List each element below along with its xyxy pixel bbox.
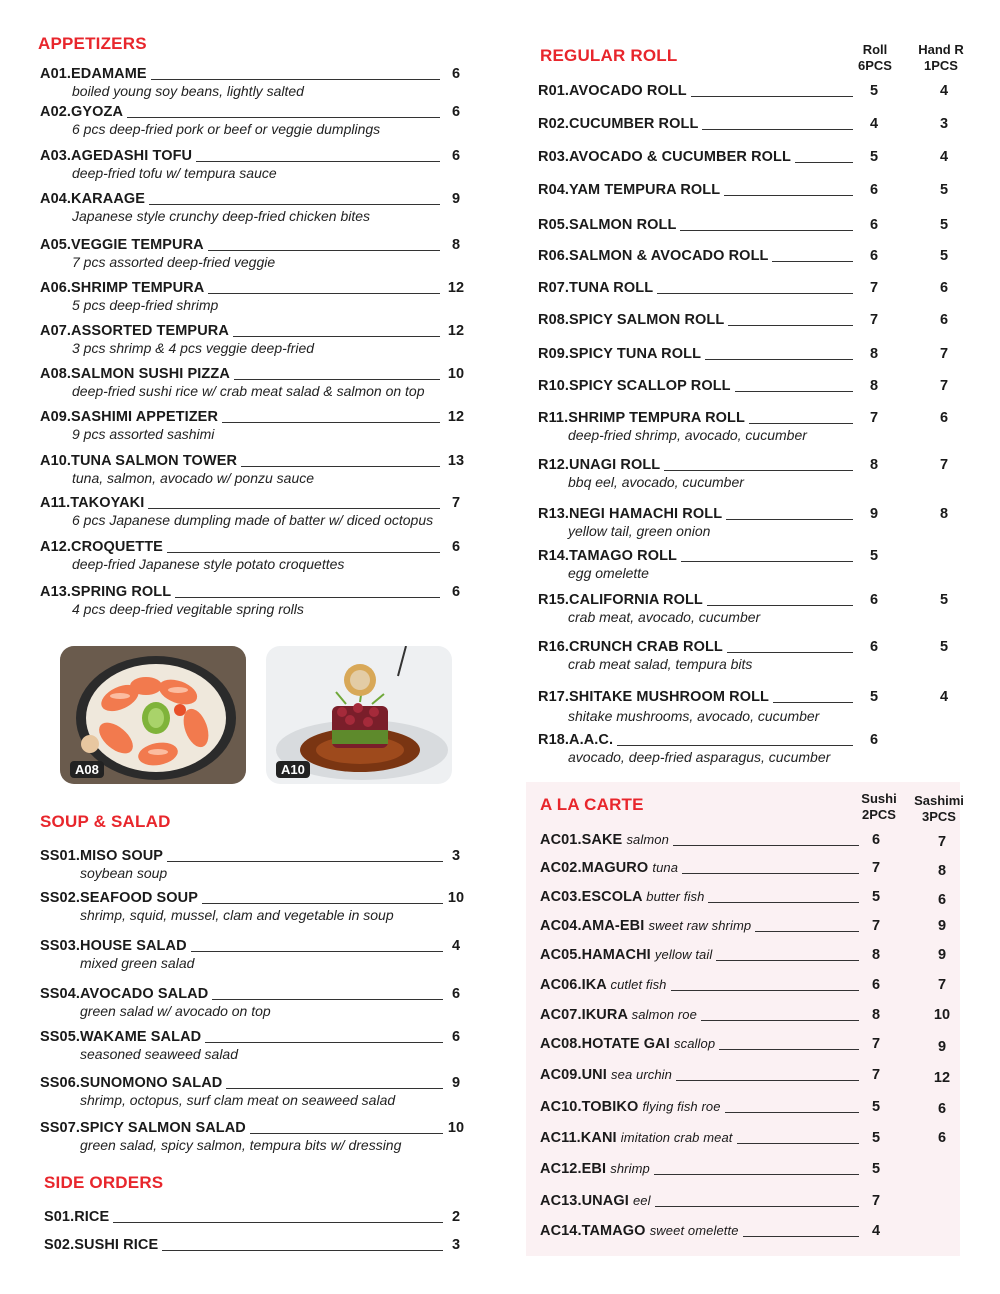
sashimi-price: 12 xyxy=(933,1070,951,1086)
soup-salad-item xyxy=(40,889,468,925)
appetizer-item-description: 4 pcs deep-fried vegitable spring rolls xyxy=(72,601,304,617)
roll-item-name: R18.A.A.C. xyxy=(538,731,617,749)
side-order-item-price: 2 xyxy=(451,1209,461,1225)
sushi-header-line2: 2PCS xyxy=(862,807,896,822)
roll-item-name: R03.AVOCADO & CUCUMBER ROLL xyxy=(538,148,795,166)
a-la-carte-item-title: AC05.HAMACHI xyxy=(540,947,651,963)
sushi-header-line1: Sushi xyxy=(861,791,897,806)
soup-salad-item-description: shrimp, octopus, surf clam meat on seaweed salad xyxy=(80,1092,396,1108)
a-la-carte-item-subtitle: salmon roe xyxy=(631,1007,697,1022)
a-la-carte-item-name xyxy=(540,888,708,906)
a-la-carte-item-name xyxy=(540,831,673,849)
a-la-carte-item-title: AC02.MAGURO xyxy=(540,860,649,876)
roll-item xyxy=(538,148,956,184)
roll-item-name: R04.YAM TEMPURA ROLL xyxy=(538,181,724,199)
a-la-carte-item-title: AC11.KANI xyxy=(540,1130,617,1146)
roll-column-header xyxy=(845,42,905,74)
appetizer-item-price: 7 xyxy=(451,495,461,511)
appetizer-item-name: A02.GYOZA xyxy=(40,103,127,121)
side-order-item-name: S02.SUSHI RICE xyxy=(44,1236,162,1254)
hand-roll-price: 7 xyxy=(939,457,949,473)
soup-salad-item-name: SS07.SPICY SALMON SALAD xyxy=(40,1119,250,1137)
sushi-price: 8 xyxy=(871,1007,881,1023)
roll-price: 6 xyxy=(869,248,879,264)
soup-salad-item-price: 4 xyxy=(451,938,461,954)
appetizer-item-name: A05.VEGGIE TEMPURA xyxy=(40,236,208,254)
hand-roll-price: 6 xyxy=(939,280,949,296)
hand-roll-price: 5 xyxy=(939,217,949,233)
roll-item-name: R17.SHITAKE MUSHROOM ROLL xyxy=(538,688,773,706)
roll-price: 7 xyxy=(869,280,879,296)
appetizer-item xyxy=(40,494,468,530)
roll-price: 5 xyxy=(869,149,879,165)
a-la-carte-item-title: AC03.ESCOLA xyxy=(540,889,643,905)
soup-salad-item-price: 10 xyxy=(447,1120,465,1136)
appetizer-item-name: A10.TUNA SALMON TOWER xyxy=(40,452,241,470)
hand-roll-price: 5 xyxy=(939,592,949,608)
a-la-carte-item-name xyxy=(540,1192,655,1210)
hand-roll-price: 3 xyxy=(939,116,949,132)
a-la-carte-item-title: AC08.HOTATE GAI xyxy=(540,1036,670,1052)
a-la-carte-item-name xyxy=(540,1160,654,1178)
a-la-carte-item xyxy=(540,1066,954,1088)
a-la-carte-item-subtitle: flying fish roe xyxy=(642,1099,721,1114)
appetizer-item-description: 9 pcs assorted sashimi xyxy=(72,426,215,442)
appetizer-item xyxy=(40,65,468,101)
a-la-carte-item-subtitle: shrimp xyxy=(610,1161,650,1176)
a-la-carte-item-subtitle: salmon xyxy=(626,832,669,847)
a-la-carte-item-subtitle: cutlet fish xyxy=(610,977,667,992)
appetizer-item-name: A04.KARAAGE xyxy=(40,190,149,208)
sushi-price: 5 xyxy=(871,1130,881,1146)
roll-price: 7 xyxy=(869,410,879,426)
regular-roll-title: REGULAR ROLL xyxy=(540,46,678,65)
soup-salad-item-name: SS06.SUNOMONO SALAD xyxy=(40,1074,226,1092)
appetizers-title: APPETIZERS xyxy=(38,34,147,53)
sashimi-header-line1: Sashimi xyxy=(914,793,964,808)
appetizer-item-price: 9 xyxy=(451,191,461,207)
salmon-sushi-pizza-photo xyxy=(60,646,246,784)
appetizer-item xyxy=(40,279,468,315)
roll-item-description: avocado, deep-fried asparagus, cucumber xyxy=(568,749,831,765)
appetizer-item-description: tuna, salmon, avocado w/ ponzu sauce xyxy=(72,470,315,486)
soup-salad-item-price: 9 xyxy=(451,1075,461,1091)
roll-item xyxy=(538,82,956,118)
soup-salad-title: SOUP & SALAD xyxy=(40,812,171,831)
soup-salad-item-price: 3 xyxy=(451,848,461,864)
sushi-price: 7 xyxy=(871,1036,881,1052)
roll-price: 6 xyxy=(869,182,879,198)
roll-item-name: R14.TAMAGO ROLL xyxy=(538,547,681,565)
a-la-carte-item-name xyxy=(540,1129,737,1147)
hand-roll-price: 4 xyxy=(939,689,949,705)
tuna-salmon-tower-photo xyxy=(266,646,452,784)
appetizer-item-name: A12.CROQUETTE xyxy=(40,538,167,556)
a-la-carte-item xyxy=(540,1222,954,1244)
sushi-price: 5 xyxy=(871,1161,881,1177)
appetizer-item-price: 6 xyxy=(451,584,461,600)
roll-price: 8 xyxy=(869,457,879,473)
a-la-carte-item-name xyxy=(540,1222,743,1240)
a-la-carte-item-subtitle: tuna xyxy=(652,860,679,875)
soup-salad-item xyxy=(40,1028,468,1064)
sashimi-price: 7 xyxy=(937,977,947,993)
sashimi-price: 6 xyxy=(937,1101,947,1117)
roll-item xyxy=(538,547,956,583)
soup-salad-item xyxy=(40,847,468,883)
hand-roll-price: 6 xyxy=(939,312,949,328)
hand-roll-price: 4 xyxy=(939,83,949,99)
a-la-carte-item-name xyxy=(540,946,716,964)
a-la-carte-item-title: AC13.UNAGI xyxy=(540,1193,629,1209)
a-la-carte-item xyxy=(540,1035,954,1057)
hand-roll-price: 5 xyxy=(939,639,949,655)
appetizer-item-description: deep-fried tofu w/ tempura sauce xyxy=(72,165,277,181)
hand-roll-price: 5 xyxy=(939,248,949,264)
sashimi-price: 10 xyxy=(933,1007,951,1023)
roll-item-description: egg omelette xyxy=(568,565,649,581)
a-la-carte-item-name xyxy=(540,976,671,994)
a-la-carte-item-title: AC10.TOBIKO xyxy=(540,1099,639,1115)
roll-item-description: shitake mushrooms, avocado, cucumber xyxy=(568,708,820,724)
photo-tag-a10: A10 xyxy=(276,761,310,778)
appetizer-item xyxy=(40,538,468,574)
appetizer-item xyxy=(40,147,468,183)
roll-item-name: R02.CUCUMBER ROLL xyxy=(538,115,702,133)
roll-item xyxy=(538,456,956,492)
roll-item-name: R10.SPICY SCALLOP ROLL xyxy=(538,377,735,395)
a-la-carte-item-subtitle: imitation crab meat xyxy=(620,1130,733,1145)
appetizer-item-price: 12 xyxy=(447,323,465,339)
roll-price: 9 xyxy=(869,506,879,522)
a-la-carte-item xyxy=(540,1192,954,1214)
appetizer-item-description: 7 pcs assorted deep-fried veggie xyxy=(72,254,276,270)
roll-item xyxy=(538,247,956,283)
appetizer-item-description: 6 pcs Japanese dumpling made of batter w/ diced octopus xyxy=(72,512,434,528)
roll-price: 5 xyxy=(869,689,879,705)
appetizer-item-price: 8 xyxy=(451,237,461,253)
roll-item-name: R08.SPICY SALMON ROLL xyxy=(538,311,728,329)
appetizer-item-description: Japanese style crunchy deep-fried chicken bites xyxy=(72,208,371,224)
roll-item-name: R05.SALMON ROLL xyxy=(538,216,680,234)
hand-roll-price: 5 xyxy=(939,182,949,198)
sashimi-price: 9 xyxy=(937,918,947,934)
appetizer-item-name: A08.SALMON SUSHI PIZZA xyxy=(40,365,234,383)
roll-header-line2: 6PCS xyxy=(858,58,892,73)
sushi-price: 4 xyxy=(871,1223,881,1239)
a-la-carte-item xyxy=(540,831,954,853)
appetizer-item-name: A01.EDAMAME xyxy=(40,65,151,83)
sashimi-price: 6 xyxy=(937,892,947,908)
soup-salad-item-price: 10 xyxy=(447,890,465,906)
appetizer-item-description: 5 pcs deep-fried shrimp xyxy=(72,297,219,313)
hand-roll-price: 7 xyxy=(939,346,949,362)
roll-item xyxy=(538,311,956,347)
a-la-carte-title: A LA CARTE xyxy=(540,795,644,814)
a-la-carte-item-name xyxy=(540,1006,701,1024)
appetizer-item-price: 6 xyxy=(451,104,461,120)
appetizer-item-name: A13.SPRING ROLL xyxy=(40,583,175,601)
appetizer-item-description: deep-fried Japanese style potato croquettes xyxy=(72,556,345,572)
soup-salad-item-name: SS05.WAKAME SALAD xyxy=(40,1028,205,1046)
appetizer-item-description: deep-fried sushi rice w/ crab meat salad & salmon on top xyxy=(72,383,425,399)
sushi-price: 7 xyxy=(871,918,881,934)
hand-roll-header-line1: Hand R xyxy=(918,42,964,57)
roll-item xyxy=(538,591,956,627)
a-la-carte-item-name xyxy=(540,1098,725,1116)
roll-price: 8 xyxy=(869,378,879,394)
a-la-carte-item-name xyxy=(540,859,682,877)
a-la-carte-item-title: AC09.UNI xyxy=(540,1067,607,1083)
soup-salad-item-name: SS03.HOUSE SALAD xyxy=(40,937,191,955)
a-la-carte-item-subtitle: sweet omelette xyxy=(649,1223,739,1238)
a-la-carte-item-subtitle: butter fish xyxy=(646,889,705,904)
appetizer-item-price: 13 xyxy=(447,453,465,469)
a-la-carte-item-name xyxy=(540,1066,676,1084)
a-la-carte-item-title: AC01.SAKE xyxy=(540,832,623,848)
a-la-carte-item-subtitle: yellow tail xyxy=(654,947,713,962)
side-order-item-name: S01.RICE xyxy=(44,1208,113,1226)
appetizer-item-description: boiled young soy beans, lightly salted xyxy=(72,83,304,99)
roll-item-name: R15.CALIFORNIA ROLL xyxy=(538,591,707,609)
sushi-price: 7 xyxy=(871,1193,881,1209)
soup-salad-item-name: SS01.MISO SOUP xyxy=(40,847,167,865)
side-orders-title: SIDE ORDERS xyxy=(44,1173,164,1192)
sushi-price: 6 xyxy=(871,832,881,848)
appetizer-item-name: A09.SASHIMI APPETIZER xyxy=(40,408,222,426)
sushi-price: 5 xyxy=(871,1099,881,1115)
sashimi-column-header xyxy=(909,793,969,825)
a-la-carte-item xyxy=(540,888,954,910)
appetizer-item xyxy=(40,190,468,226)
soup-salad-item-description: mixed green salad xyxy=(80,955,195,971)
appetizer-item-description: 6 pcs deep-fried pork or beef or veggie dumplings xyxy=(72,121,381,137)
roll-price: 5 xyxy=(869,548,879,564)
hand-roll-price: 8 xyxy=(939,506,949,522)
side-order-item-price: 3 xyxy=(451,1237,461,1253)
roll-price: 8 xyxy=(869,346,879,362)
roll-item-description: yellow tail, green onion xyxy=(568,523,711,539)
appetizer-item xyxy=(40,408,468,444)
roll-item xyxy=(538,688,956,724)
hand-roll-price: 7 xyxy=(939,378,949,394)
roll-item-name: R09.SPICY TUNA ROLL xyxy=(538,345,705,363)
soup-salad-item-description: green salad, spicy salmon, tempura bits w/ dressing xyxy=(80,1137,402,1153)
a-la-carte-item-name xyxy=(540,1035,719,1053)
soup-salad-item-name: SS02.SEAFOOD SOUP xyxy=(40,889,202,907)
sashimi-price: 6 xyxy=(937,1130,947,1146)
roll-item xyxy=(538,409,956,445)
appetizer-item xyxy=(40,583,468,619)
roll-item xyxy=(538,279,956,315)
soup-salad-item-price: 6 xyxy=(451,986,461,1002)
roll-price: 6 xyxy=(869,592,879,608)
a-la-carte-item-subtitle: sea urchin xyxy=(611,1067,672,1082)
roll-item-name: R06.SALMON & AVOCADO ROLL xyxy=(538,247,772,265)
soup-salad-item-description: green salad w/ avocado on top xyxy=(80,1003,271,1019)
sushi-price: 8 xyxy=(871,947,881,963)
appetizer-item-price: 6 xyxy=(451,148,461,164)
a-la-carte-item xyxy=(540,917,954,939)
sushi-price: 7 xyxy=(871,860,881,876)
a-la-carte-item-title: AC04.AMA-EBI xyxy=(540,918,645,934)
sushi-price: 5 xyxy=(871,889,881,905)
a-la-carte-item xyxy=(540,1160,954,1182)
sashimi-price: 7 xyxy=(937,834,947,850)
soup-salad-item-description: soybean soup xyxy=(80,865,168,881)
soup-salad-item xyxy=(40,985,468,1021)
appetizer-item-price: 6 xyxy=(451,539,461,555)
roll-price: 7 xyxy=(869,312,879,328)
a-la-carte-item xyxy=(540,946,954,968)
roll-item xyxy=(538,345,956,381)
soup-salad-item-description: shrimp, squid, mussel, clam and vegetable in soup xyxy=(80,907,394,923)
sashimi-header-line2: 3PCS xyxy=(922,809,956,824)
a-la-carte-item-title: AC14.TAMAGO xyxy=(540,1223,646,1239)
roll-item xyxy=(538,731,956,767)
appetizer-item-price: 12 xyxy=(447,409,465,425)
roll-price: 4 xyxy=(869,116,879,132)
side-order-item xyxy=(44,1236,468,1272)
appetizer-item xyxy=(40,365,468,401)
roll-item-name: R11.SHRIMP TEMPURA ROLL xyxy=(538,409,749,427)
roll-item xyxy=(538,638,956,674)
roll-item-description: bbq eel, avocado, cucumber xyxy=(568,474,744,490)
appetizer-item-name: A03.AGEDASHI TOFU xyxy=(40,147,196,165)
photo-tag-a08: A08 xyxy=(70,761,104,778)
a-la-carte-item-subtitle: scallop xyxy=(674,1036,716,1051)
soup-salad-item xyxy=(40,937,468,973)
a-la-carte-item xyxy=(540,1098,954,1120)
appetizer-item xyxy=(40,103,468,139)
sushi-column-header xyxy=(849,791,909,823)
appetizer-item xyxy=(40,322,468,358)
roll-header-line1: Roll xyxy=(862,42,888,57)
hand-roll-header-line2: 1PCS xyxy=(924,58,958,73)
soup-salad-item xyxy=(40,1119,468,1155)
roll-price: 6 xyxy=(869,217,879,233)
a-la-carte-item xyxy=(540,1006,954,1028)
roll-item-name: R13.NEGI HAMACHI ROLL xyxy=(538,505,726,523)
roll-item-name: R01.AVOCADO ROLL xyxy=(538,82,691,100)
appetizer-item xyxy=(40,452,468,488)
roll-item-name: R16.CRUNCH CRAB ROLL xyxy=(538,638,727,656)
roll-item xyxy=(538,115,956,151)
appetizer-item-price: 12 xyxy=(447,280,465,296)
a-la-carte-item-title: AC06.IKA xyxy=(540,977,607,993)
roll-price: 6 xyxy=(869,639,879,655)
roll-item-name: R07.TUNA ROLL xyxy=(538,279,657,297)
appetizer-item-price: 6 xyxy=(451,66,461,82)
soup-salad-item xyxy=(40,1074,468,1110)
roll-item-description: crab meat, avocado, cucumber xyxy=(568,609,761,625)
a-la-carte-item-subtitle: eel xyxy=(632,1193,651,1208)
a-la-carte-item-subtitle: sweet raw shrimp xyxy=(648,918,752,933)
appetizer-item xyxy=(40,236,468,272)
hand-roll-price: 4 xyxy=(939,149,949,165)
roll-item xyxy=(538,505,956,541)
a-la-carte-item xyxy=(540,859,954,881)
a-la-carte-item-title: AC12.EBI xyxy=(540,1161,607,1177)
soup-salad-item-description: seasoned seaweed salad xyxy=(80,1046,239,1062)
roll-item-description: crab meat salad, tempura bits xyxy=(568,656,753,672)
appetizer-item-name: A07.ASSORTED TEMPURA xyxy=(40,322,233,340)
sushi-price: 6 xyxy=(871,977,881,993)
appetizer-item-description: 3 pcs shrimp & 4 pcs veggie deep-fried xyxy=(72,340,315,356)
roll-price: 6 xyxy=(869,732,879,748)
sashimi-price: 8 xyxy=(937,863,947,879)
appetizer-item-name: A06.SHRIMP TEMPURA xyxy=(40,279,208,297)
appetizer-item-price: 10 xyxy=(447,366,465,382)
hand-roll-price: 6 xyxy=(939,410,949,426)
a-la-carte-item-title: AC07.IKURA xyxy=(540,1007,628,1023)
a-la-carte-item-name xyxy=(540,917,755,935)
roll-price: 5 xyxy=(869,83,879,99)
roll-item-name: R12.UNAGI ROLL xyxy=(538,456,664,474)
soup-salad-item-price: 6 xyxy=(451,1029,461,1045)
sashimi-price: 9 xyxy=(937,947,947,963)
appetizer-item-name: A11.TAKOYAKI xyxy=(40,494,148,512)
roll-item xyxy=(538,181,956,217)
roll-item xyxy=(538,377,956,413)
sashimi-price: 9 xyxy=(937,1039,947,1055)
roll-item-description: deep-fried shrimp, avocado, cucumber xyxy=(568,427,807,443)
sushi-price: 7 xyxy=(871,1067,881,1083)
soup-salad-item-name: SS04.AVOCADO SALAD xyxy=(40,985,212,1003)
a-la-carte-item xyxy=(540,976,954,998)
hand-roll-column-header xyxy=(911,42,971,74)
a-la-carte-item xyxy=(540,1129,954,1151)
